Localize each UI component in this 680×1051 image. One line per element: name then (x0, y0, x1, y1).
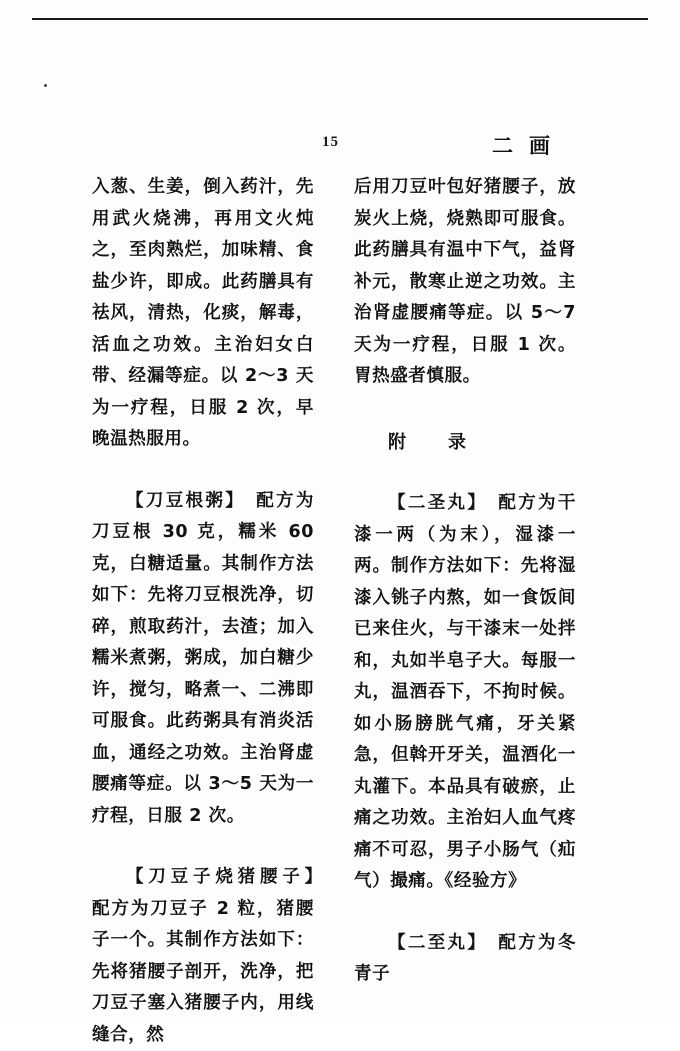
scan-speck (44, 84, 47, 87)
paragraph-gap (92, 832, 314, 862)
page-number: 15 (322, 134, 339, 150)
left-column (92, 172, 333, 1051)
top-rule (32, 18, 648, 20)
recipe-entry-daodouzi-shao-zhuyaozi: 【刀豆子烧猪腰子】 配方为刀豆子 2 粒，猪腰子一个。其制作方法如下：先将猪腰子剖开，洗净，把刀豆子塞入猪腰子内，用线缝合，然 (92, 867, 333, 1045)
text-columns (92, 172, 592, 1045)
section-gap (354, 393, 576, 427)
recipe-entry-ershengwan: 【二圣丸】 配方为干漆一两（为末），湿漆一两。制作方法如下：先将湿漆入铫子内熬，如一食饭间已来住火，与干漆末一处拌和，丸如半皂子大。每服一丸，温酒吞下，不拘时候。如小肠膀胱气痛，牙关紧急，但斡开牙关，温酒化一丸灌下。本品具有破瘀，止痛之功效。主治妇人血气疼痛不可忍，男子小肠气（疝气）撮痛。《经验方》 (354, 493, 576, 891)
section-heading-appendix: 附 录 (388, 431, 478, 453)
running-head (90, 134, 590, 160)
paragraph-gap (92, 456, 314, 486)
running-head-title: 二画 (492, 134, 566, 158)
paragraph-continuation: 入葱、生姜，倒入药汁，先用武火烧沸，再用文火炖之，至肉熟烂，加味精、食盐少许，即成。此药膳具有祛风，清热，化痰，解毒，活血之功效。主治妇女白带、经漏等症。以 2～3 天为一疗程，日服 2 次，早晚温热服用。 (92, 177, 314, 449)
right-column (354, 172, 576, 991)
paragraph-continuation-right: 后用刀豆叶包好猪腰子，放炭火上烧，烧熟即可服食。此药膳具有温中下气，益肾补元，散寒止逆之功效。主治肾虚腰痛等症。以 5～7 天为一疗程，日服 1 次。胃热盛者慎服。 (354, 177, 576, 386)
recipe-entry-erzhiwan: 【二至丸】 配方为冬青子 (354, 932, 576, 984)
paragraph-gap (354, 898, 576, 928)
recipe-entry-daodougenzhou: 【刀豆根粥】 配方为刀豆根 30 克，糯米 60 克，白糖适量。其制作方法如下：先将刀豆根洗净，切碎，煎取药汁，去渣；加入糯米煮粥，粥成，加白糖少许，搅匀，略煮一、二沸即可服食。此药粥具有消炎活血，通经之功效。主治肾虚腰痛等症。以 3～5 天为一疗程，日服 2 次。 (92, 490, 314, 826)
paragraph-gap (354, 458, 576, 488)
